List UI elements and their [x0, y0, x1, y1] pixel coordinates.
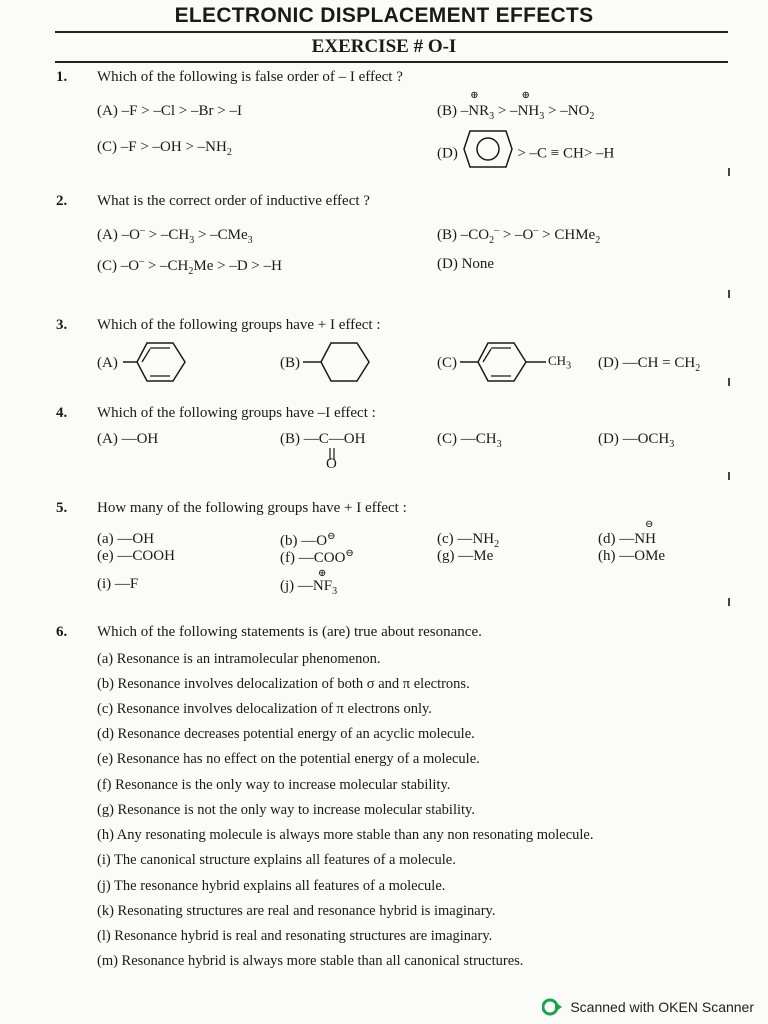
- option-d: (D) > –C ≡ CH> –H: [437, 139, 614, 169]
- option-b: (b) —O⊖: [280, 531, 336, 549]
- carbonyl-oxygen: O: [326, 456, 337, 472]
- question-text: Which of the following groups have + I effect :: [97, 317, 381, 333]
- scan-mark: [728, 378, 730, 386]
- scanner-watermark: [542, 998, 754, 1016]
- question-number: 5.: [56, 500, 68, 516]
- option-d: (D) —CH = $CH_2$: [598, 355, 701, 374]
- statement-c: (c) Resonance involves delocalization of π electrons only.: [97, 701, 432, 717]
- benzene-ring-icon: [462, 129, 514, 169]
- oken-logo-icon: [542, 998, 564, 1016]
- statement-h: (h) Any resonating molecule is always more stable than any non resonating molecule.: [97, 827, 594, 843]
- question-number: 1.: [56, 69, 68, 85]
- option-d: (d) —NH: [598, 531, 656, 547]
- option-b: (B): [280, 355, 300, 371]
- option-b: (B) —C—OH: [280, 431, 366, 447]
- option-i: (i) —F: [97, 576, 139, 592]
- page-title: ELECTRONIC DISPLACEMENT EFFECTS: [174, 4, 594, 27]
- option-c: (C): [437, 355, 457, 371]
- statement-a: (a) Resonance is an intramolecular phenomenon.: [97, 651, 381, 667]
- statement-g: (g) Resonance is not the only way to increase molecular stability.: [97, 802, 475, 818]
- option-c: (C) $—CH_3$: [437, 431, 502, 450]
- statement-d: (d) Resonance decreases potential energy of an acyclic molecule.: [97, 726, 475, 742]
- option-f: (f) —COO⊖: [280, 548, 354, 566]
- statement-m: (m) Resonance hybrid is always more stable than all canonical structures.: [97, 953, 524, 969]
- option-c: (C) $-F > -OH > -NH_2$: [97, 139, 232, 158]
- option-c: (c) $—NH_2$: [437, 531, 500, 550]
- nf3-charge: ⊕: [318, 568, 327, 579]
- option-a: (A) $-O^- > -CH_3 > -CMe_3$: [97, 225, 253, 246]
- statement-i: (i) The canonical structure explains all features of a molecule.: [97, 852, 456, 868]
- statement-e: (e) Resonance has no effect on the potential energy of a molecule.: [97, 751, 480, 767]
- option-a: (A): [97, 355, 118, 371]
- option-j: (j) $—NF_3$: [280, 578, 338, 597]
- statement-l: (l) Resonance hybrid is real and resonating structures are imaginary.: [97, 928, 493, 944]
- exercise-subtitle: EXERCISE # O-I: [311, 36, 457, 57]
- option-d: (D) None: [437, 256, 495, 272]
- question-text: What is the correct order of inductive effect ?: [97, 193, 370, 209]
- question-text: How many of the following groups have + I effect :: [97, 500, 407, 516]
- statement-f: (f) Resonance is the only way to increase molecular stability.: [97, 777, 451, 793]
- statement-b: (b) Resonance involves delocalization of both σ and π electrons.: [97, 676, 470, 692]
- option-h: (h) —OMe: [598, 548, 666, 564]
- option-e: (e) —COOH: [97, 548, 175, 564]
- question-text: Which of the following statements is (are) true about resonance.: [97, 624, 482, 640]
- question-text: Which of the following groups have –I effect :: [97, 405, 376, 421]
- scan-mark: [728, 290, 730, 298]
- question-number: 6.: [56, 624, 68, 640]
- option-g: (g) —Me: [437, 548, 494, 564]
- scan-mark: [728, 472, 730, 480]
- option-c: (C) $-O^- > -CH_2Me > -D > -H$: [97, 256, 282, 277]
- question-number: 4.: [56, 405, 68, 421]
- statement-j: (j) The resonance hybrid explains all features of a molecule.: [97, 878, 446, 894]
- nh-charge: ⊖: [645, 519, 654, 530]
- question-number: 2.: [56, 193, 68, 209]
- option-a: (A) –F > –Cl > –Br > –I: [97, 103, 242, 119]
- scanner-watermark-text: Scanned with OKEN Scanner: [570, 999, 754, 1015]
- statement-k: (k) Resonating structures are real and resonance hybrid is imaginary.: [97, 903, 496, 919]
- cyclohexyl-group-icon: [303, 340, 375, 384]
- scan-mark: [728, 598, 730, 606]
- option-a: (A) —OH: [97, 431, 159, 447]
- option-d: (D) $—OCH_3$: [598, 431, 675, 450]
- scan-mark: [728, 168, 730, 176]
- tolyl-group-icon: [460, 340, 550, 384]
- option-a: (a) —OH: [97, 531, 155, 547]
- question-number: 3.: [56, 317, 68, 333]
- question-text: Which of the following is false order of – I effect ?: [97, 69, 403, 85]
- title-underline: [55, 31, 728, 33]
- option-b: (B) – ⊕ $NR_3$ > – ⊕ $NH_3 > -NO_2$: [437, 90, 595, 122]
- subtitle-underline: [55, 61, 728, 63]
- phenyl-group-icon: [123, 340, 191, 384]
- methyl-label: $CH_3$: [548, 353, 572, 372]
- option-b: (B) $-CO_2^- > -O^-$ > CHMe$_2$: [437, 225, 601, 246]
